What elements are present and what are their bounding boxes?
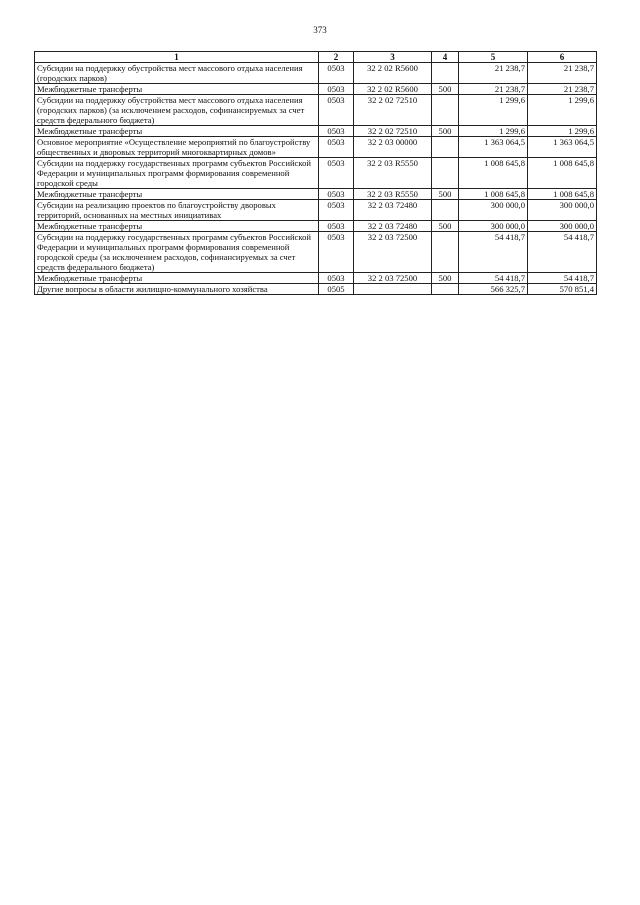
header-col-3: 3 — [354, 52, 432, 63]
row-name: Субсидии на поддержку обустройства мест массового отдыха населения (городских парков) — [35, 63, 319, 84]
row-code: 32 2 03 00000 — [354, 137, 432, 158]
row-section: 0503 — [319, 200, 354, 221]
row-section: 0503 — [319, 273, 354, 284]
row-sum-1: 300 000,0 — [459, 221, 528, 232]
row-sum-1: 54 418,7 — [459, 273, 528, 284]
row-type — [432, 200, 459, 221]
table-row — [35, 63, 597, 84]
row-sum-2: 21 238,7 — [528, 63, 597, 84]
table-row — [35, 200, 597, 221]
row-type — [432, 284, 459, 295]
header-row — [35, 52, 597, 63]
row-sum-1: 1 299,6 — [459, 126, 528, 137]
row-code: 32 2 02 R5600 — [354, 84, 432, 95]
row-type — [432, 158, 459, 189]
row-type — [432, 232, 459, 273]
table-row — [35, 273, 597, 284]
table-row — [35, 95, 597, 126]
row-type: 500 — [432, 84, 459, 95]
row-sum-2: 1 299,6 — [528, 95, 597, 126]
row-type — [432, 137, 459, 158]
row-sum-2: 300 000,0 — [528, 200, 597, 221]
row-name: Субсидии на поддержку государственных программ субъектов Российской Федерации и муниципальных программ формирования современной городской среды (за исключением расходов, софинансируемых за счет средств федерального бюджета) — [35, 232, 319, 273]
header-col-2: 2 — [319, 52, 354, 63]
row-name: Субсидии на реализацию проектов по благоустройству дворовых территорий, основанных на местных инициативах — [35, 200, 319, 221]
row-sum-2: 21 238,7 — [528, 84, 597, 95]
row-name: Межбюджетные трансферты — [35, 221, 319, 232]
row-type: 500 — [432, 221, 459, 232]
row-code — [354, 284, 432, 295]
row-sum-1: 1 363 064,5 — [459, 137, 528, 158]
row-section: 0503 — [319, 221, 354, 232]
header-col-4: 4 — [432, 52, 459, 63]
row-sum-1: 1 008 645,8 — [459, 189, 528, 200]
row-sum-1: 1 008 645,8 — [459, 158, 528, 189]
row-code: 32 2 03 72480 — [354, 221, 432, 232]
row-sum-2: 54 418,7 — [528, 232, 597, 273]
row-type: 500 — [432, 273, 459, 284]
row-name: Межбюджетные трансферты — [35, 273, 319, 284]
row-code: 32 2 03 R5550 — [354, 189, 432, 200]
row-section: 0503 — [319, 158, 354, 189]
row-name: Субсидии на поддержку обустройства мест массового отдыха населения (городских парков) (за исключением расходов, софинансируемых за счет средств федерального бюджета) — [35, 95, 319, 126]
table-row — [35, 84, 597, 95]
row-sum-2: 570 851,4 — [528, 284, 597, 295]
table-row — [35, 221, 597, 232]
row-sum-1: 1 299,6 — [459, 95, 528, 126]
row-section: 0503 — [319, 84, 354, 95]
table-row — [35, 189, 597, 200]
row-section: 0503 — [319, 63, 354, 84]
row-type — [432, 63, 459, 84]
row-sum-1: 300 000,0 — [459, 200, 528, 221]
row-code: 32 2 02 72510 — [354, 126, 432, 137]
row-code: 32 2 02 72510 — [354, 95, 432, 126]
row-code: 32 2 03 72500 — [354, 232, 432, 273]
row-name: Межбюджетные трансферты — [35, 126, 319, 137]
row-sum-1: 21 238,7 — [459, 84, 528, 95]
row-type: 500 — [432, 126, 459, 137]
table-row — [35, 158, 597, 189]
row-code: 32 2 03 R5550 — [354, 158, 432, 189]
table-row — [35, 126, 597, 137]
row-section: 0503 — [319, 189, 354, 200]
row-sum-2: 54 418,7 — [528, 273, 597, 284]
row-sum-1: 21 238,7 — [459, 63, 528, 84]
row-section: 0505 — [319, 284, 354, 295]
row-section: 0503 — [319, 232, 354, 273]
row-name: Другие вопросы в области жилищно-коммунального хозяйства — [35, 284, 319, 295]
row-sum-2: 1 299,6 — [528, 126, 597, 137]
table-row — [35, 232, 597, 273]
page-number: 373 — [313, 25, 327, 35]
header-col-1: 1 — [35, 52, 319, 63]
table-row — [35, 284, 597, 295]
row-name: Основное мероприятие «Осуществление мероприятий по благоустройству общественных и дворовых территорий многоквартирных домов» — [35, 137, 319, 158]
row-sum-1: 566 325,7 — [459, 284, 528, 295]
row-sum-2: 1 363 064,5 — [528, 137, 597, 158]
row-name: Межбюджетные трансферты — [35, 189, 319, 200]
row-name: Субсидии на поддержку государственных программ субъектов Российской Федерации и муниципальных программ формирования современной городской среды — [35, 158, 319, 189]
row-sum-1: 54 418,7 — [459, 232, 528, 273]
row-section: 0503 — [319, 95, 354, 126]
row-section: 0503 — [319, 126, 354, 137]
header-col-5: 5 — [459, 52, 528, 63]
header-col-6: 6 — [528, 52, 597, 63]
table-row — [35, 137, 597, 158]
row-type — [432, 95, 459, 126]
row-type: 500 — [432, 189, 459, 200]
row-name: Межбюджетные трансферты — [35, 84, 319, 95]
row-code: 32 2 03 72480 — [354, 200, 432, 221]
row-sum-2: 1 008 645,8 — [528, 189, 597, 200]
row-section: 0503 — [319, 137, 354, 158]
budget-table — [34, 51, 597, 295]
row-code: 32 2 02 R5600 — [354, 63, 432, 84]
row-sum-2: 1 008 645,8 — [528, 158, 597, 189]
row-sum-2: 300 000,0 — [528, 221, 597, 232]
row-code: 32 2 03 72500 — [354, 273, 432, 284]
